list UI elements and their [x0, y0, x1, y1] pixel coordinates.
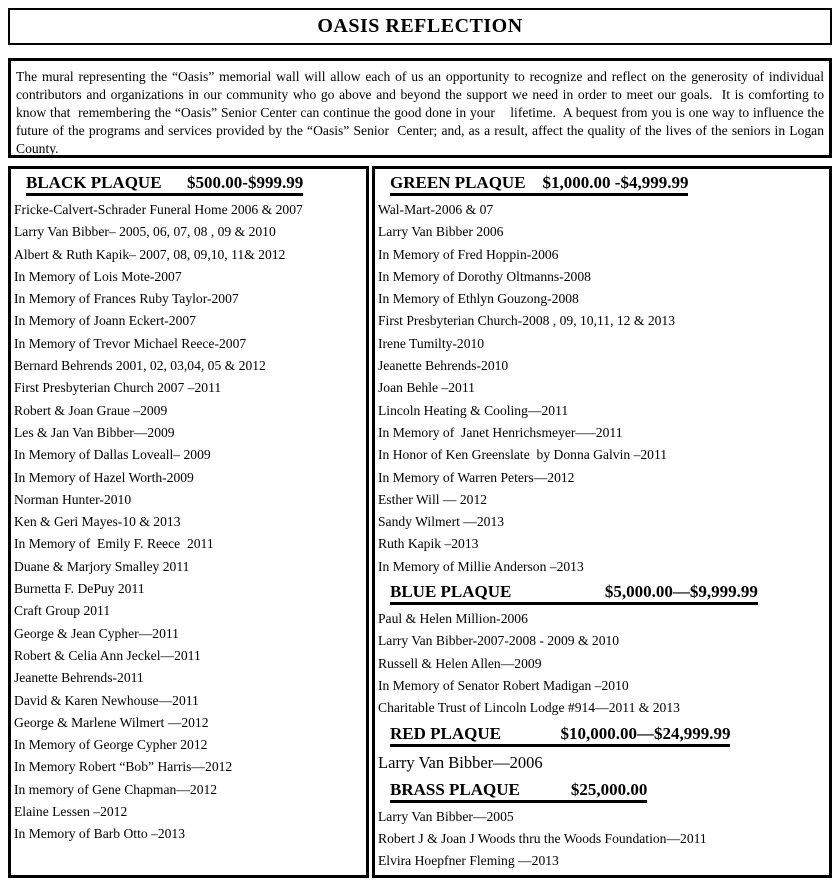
- list-item: Paul & Helen Million-2006: [378, 611, 528, 627]
- black-plaque-header: [26, 173, 366, 196]
- green-plaque-header: [390, 173, 829, 196]
- list-item: Jeanette Behrends-2011: [14, 670, 144, 686]
- list-item: Robert & Celia Ann Jeckel—2011: [14, 647, 201, 663]
- list-item: In memory of Gene Chapman—2012: [14, 781, 218, 797]
- list-item: Les & Jan Van Bibber—2009: [14, 424, 175, 440]
- intro-paragraph: The mural representing the “Oasis” memorial wall will allow each of us an opportunity to recognize and reflect on the generosity of individual contributors and organizations in our community who go above and beyond the support we need in order to meet our goals. It is comforting to know that remembering the “Oasis” Senior Center can continue the good done in your lifetime. A bequest from you is one way to influence the future of the programs and services provided by the “Oasis” Senior Center; and, as a result, affect the quality of the lives of the seniors in Logan County.: [16, 69, 828, 156]
- list-item: Bernard Behrends 2001, 02, 03,04, 05 & 2012: [14, 358, 266, 374]
- list-item: Charitable Trust of Lincoln Lodge #914—2011 & 2013: [378, 700, 680, 716]
- title-box: [8, 8, 832, 45]
- list-item: Ken & Geri Mayes-10 & 2013: [14, 514, 181, 530]
- red-plaque-header-text: RED PLAQUE $10,000.00—$24,999.99: [390, 724, 730, 747]
- list-item: In Memory Robert “Bob” Harris—2012: [14, 759, 233, 775]
- left-column: [8, 166, 369, 878]
- page-title: OASIS REFLECTION: [317, 15, 523, 37]
- blue-plaque-list: [375, 608, 829, 719]
- list-item: Robert J & Joan J Woods thru the Woods Foundation—2011: [378, 830, 707, 846]
- list-item: Wal-Mart-2006 & 07: [378, 202, 494, 217]
- brass-plaque-header: [390, 780, 829, 803]
- red-plaque-list: [375, 750, 829, 776]
- list-item: In Memory of Dallas Loveall– 2009: [14, 447, 211, 463]
- list-item: In Memory of Hazel Worth-2009: [14, 469, 194, 485]
- brass-plaque-header-text: BRASS PLAQUE $25,000.00: [390, 780, 647, 803]
- list-item: In Memory of Fred Hoppin-2006: [378, 246, 559, 262]
- green-plaque-header-text: GREEN PLAQUE $1,000.00 -$4,999.99: [390, 173, 688, 196]
- list-item: George & Marlene Wilmert —2012: [14, 714, 209, 730]
- list-item: In Memory of Ethlyn Gouzong-2008: [378, 291, 579, 307]
- list-item: First Presbyterian Church 2007 –2011: [14, 380, 222, 396]
- list-item: In Memory of Joann Eckert-2007: [14, 313, 196, 329]
- list-item: In Memory of Emily F. Reece 2011: [14, 536, 214, 552]
- list-item: In Memory of Senator Robert Madigan –2010: [378, 677, 629, 693]
- black-plaque-header-text: BLACK PLAQUE $500.00-$999.99: [26, 173, 303, 196]
- list-item: In Memory of Trevor Michael Reece-2007: [14, 335, 247, 351]
- blue-plaque-header-text: BLUE PLAQUE $5,000.00—$9,999.99: [390, 582, 758, 605]
- list-item: George & Jean Cypher—2011: [14, 625, 179, 641]
- list-item: Norman Hunter-2010: [14, 491, 132, 507]
- list-item: In Memory of Lois Mote-2007: [14, 268, 182, 284]
- list-item: Lincoln Heating & Cooling—2011: [378, 402, 569, 418]
- list-item: Duane & Marjory Smalley 2011: [14, 558, 190, 574]
- list-item: Albert & Ruth Kapik– 2007, 08, 09,10, 11& 2012: [14, 246, 286, 262]
- black-plaque-list: [11, 199, 366, 846]
- list-item: Jeanette Behrends-2010: [378, 358, 509, 374]
- list-item: Russell & Helen Allen—2009: [378, 655, 542, 671]
- list-item: David & Karen Newhouse—2011: [14, 692, 199, 708]
- list-item: In Memory of George Cypher 2012: [14, 737, 208, 753]
- list-item: In Memory of Janet Henrichsmeyer—–2011: [378, 424, 623, 440]
- list-item: In Memory of Warren Peters—2012: [378, 469, 575, 485]
- intro-box: [8, 58, 832, 158]
- list-item: First Presbyterian Church-2008 , 09, 10,11, 12 & 2013: [378, 313, 676, 329]
- list-item: Robert & Joan Graue –2009: [14, 402, 168, 418]
- brass-plaque-list: [375, 806, 829, 873]
- list-item: In Memory of Barb Otto –2013: [14, 826, 186, 842]
- list-item: Elaine Lessen –2012: [14, 804, 128, 820]
- list-item: Ruth Kapik –2013: [378, 536, 479, 552]
- list-item: Larry Van Bibber—2005: [378, 808, 514, 824]
- right-column: [372, 166, 832, 878]
- list-item: Larry Van Bibber 2006: [378, 224, 504, 240]
- list-item: In Memory of Frances Ruby Taylor-2007: [14, 291, 239, 307]
- list-item: Irene Tumilty-2010: [378, 335, 485, 351]
- list-item: Larry Van Bibber—2006: [378, 752, 543, 772]
- list-item: Sandy Wilmert —2013: [378, 514, 505, 530]
- list-item: Burnetta F. DePuy 2011: [14, 581, 145, 597]
- blue-plaque-header: [390, 582, 829, 605]
- list-item: Craft Group 2011: [14, 603, 111, 619]
- list-item: Fricke-Calvert-Schrader Funeral Home 2006 & 2007: [14, 202, 303, 217]
- list-item: In Memory of Dorothy Oltmanns-2008: [378, 268, 591, 284]
- list-item: Esther Will — 2012: [378, 491, 488, 507]
- list-item: In Memory of Millie Anderson –2013: [378, 558, 584, 574]
- list-item: In Honor of Ken Greenslate by Donna Galvin –2011: [378, 447, 668, 463]
- list-item: Larry Van Bibber-2007-2008 - 2009 & 2010: [378, 633, 620, 649]
- list-item: Elvira Hoepfner Fleming —2013: [378, 853, 559, 869]
- list-item: Joan Behle –2011: [378, 380, 475, 396]
- red-plaque-header: [390, 724, 829, 747]
- green-plaque-list: [375, 199, 829, 578]
- list-item: Larry Van Bibber– 2005, 06, 07, 08 , 09 & 2010: [14, 224, 276, 240]
